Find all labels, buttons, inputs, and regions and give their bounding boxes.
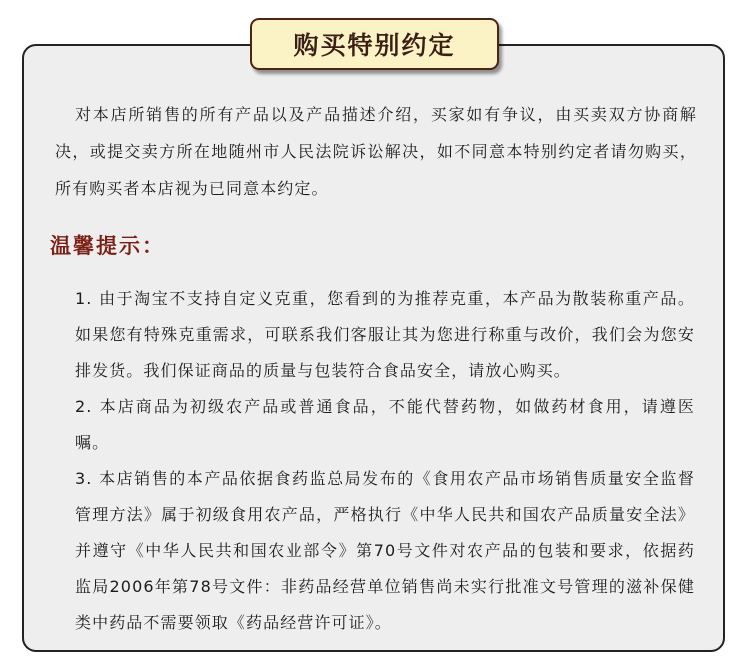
tip-item: 1. 由于淘宝不支持自定义克重，您看到的为推荐克重，本产品为散装称重产品。如果您有特殊克重需求，可联系我们客服让其为您进行称重与改价，我们会为您安排发货。我们保证商品的质量与包装符合食品安全，请放心购买。 <box>75 289 695 380</box>
tips-heading: 温馨提示： <box>50 233 165 258</box>
intro-paragraph: 对本店所销售的所有产品以及产品描述介绍，买家如有争议，由买卖双方协商解决，或提交卖方所在地随州市人民法院诉讼解决，如不同意本特别约定者请勿购买，所有购买者本店视为已同意本约定。 <box>55 105 697 198</box>
tip-item: 2. 本店商品为初级农产品或普通食品，不能代替药物，如做药材食用，请遵医嘱。 <box>75 397 695 452</box>
tips-list <box>75 281 695 641</box>
page-title: 购买特别约定 <box>293 31 456 60</box>
title-banner <box>250 18 499 70</box>
tip-item: 3. 本店销售的本产品依据食药监总局发布的《食用农产品市场销售质量安全监督管理方法》属于初级食用农产品，严格执行《中华人民共和国农产品质量安全法》并遵守《中华人民共和国农业部令》第70号文件对农产品的包装和要求，依据药监局2006年第78号文件：非药品经营单位销售尚未实行批准文号管理的滋补保健类中药品不需要领取《药品经营许可证》。 <box>75 469 695 632</box>
